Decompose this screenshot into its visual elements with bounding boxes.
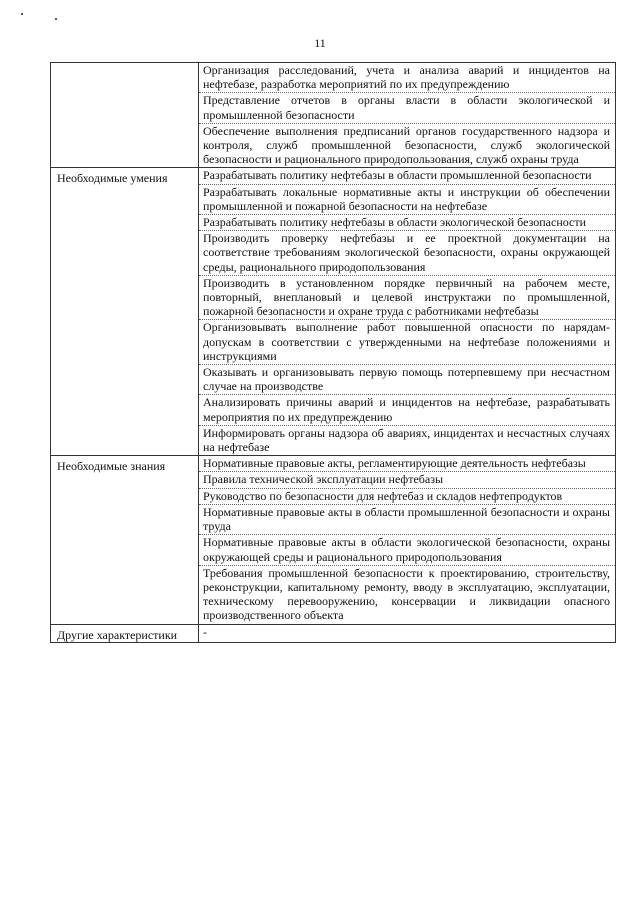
list-item: Правила технической эксплуатации нефтебазы [199,472,615,488]
list-item: Разрабатывать политику нефтебазы в области промышленной безопасности [199,168,615,184]
list-item: Производить в установленном порядке первичный на рабочем месте, повторный, внеплановый и целевой инструктажи по промышленной, пожарной безопасности и охране труда с работниками нефтебазы [199,276,615,321]
list-item: Требования промышленной безопасности к проектированию, строительству, реконструкции, капитальному ремонту, вводу в эксплуатацию, эксплуатации, техническому перевооружению, консервации и ликвидации опасного производственного объекта [203,565,610,623]
list-item: Организация расследований, учета и анализа аварий и инцидентов на нефтебазе, разработка мероприятий по их предупреждению [199,63,615,93]
list-item: Производить проверку нефтебазы и ее проектной документации на соответствие требованиям экологической безопасности, охраны окружающей среды, рационального природопользования [199,231,615,276]
table-row [51,624,616,642]
section-content [199,63,616,168]
qualification-table [50,62,616,643]
section-label: Необходимые умения [51,168,199,456]
section-content [199,168,616,456]
list-item: Нормативные правовые акты в области экологической безопасности, охраны окружающей среды и рационального природопользования [199,535,615,565]
list-item: Руководство по безопасности для нефтебаз и складов нефтепродуктов [199,489,615,505]
section-label: Необходимые знания [51,456,199,624]
list-item: Обеспечение выполнения предписаний органов государственного надзора и контроля, служб промышленной безопасности, служб экологической безопасности и рационального природопользования, служб охраны труда [203,123,610,167]
list-item: Разрабатывать локальные нормативные акты и инструкции об обеспечении промышленной и пожарной безопасности на нефтебазе [199,185,615,215]
section-label: Другие характеристики [51,624,199,642]
section-label [51,63,199,168]
scan-speck [21,13,23,15]
table-row [51,63,616,168]
list-item: Оказывать и организовывать первую помощь потерпевшему при несчастном случае на производстве [199,365,615,395]
list-item: Нормативные правовые акты в области промышленной безопасности и охраны труда [199,505,615,535]
list-item: Разрабатывать политику нефтебазы в области экологической безопасности [199,215,615,231]
section-content [199,456,616,624]
table-row [51,168,616,456]
list-item: Информировать органы надзора об авариях, инцидентах и несчастных случаях на нефтебазе [203,425,610,455]
scan-speck [55,18,57,20]
page-number: 11 [314,36,326,50]
list-item: Анализировать причины аварий и инцидентов на нефтебазе, разрабатывать мероприятия по их предупреждению [199,395,615,425]
list-item: - [203,624,207,639]
list-item: Представление отчетов в органы власти в области экологической и промышленной безопасности [199,93,615,123]
section-content [199,624,616,642]
table-row [51,456,616,624]
list-item: Организовывать выполнение работ повышенной опасности по нарядам-допускам в соответствии с утвержденными на нефтебазе положениями и инструкциями [199,320,615,365]
list-item: Нормативные правовые акты, регламентирующие деятельность нефтебазы [199,456,615,472]
